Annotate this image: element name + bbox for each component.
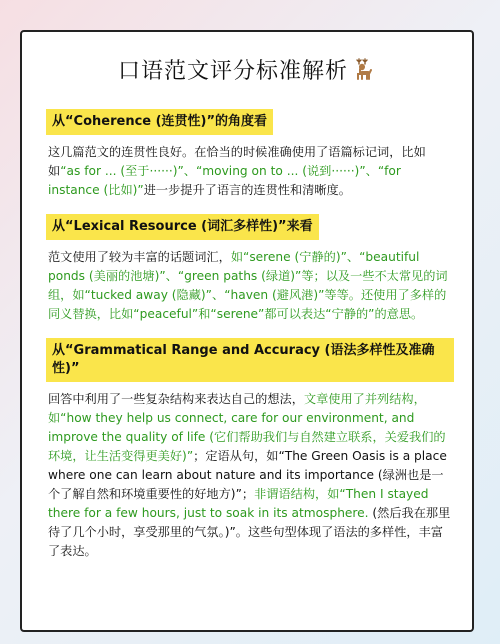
text-segment: 进一步提升了语言的连贯性和清晰度。 (143, 183, 351, 197)
deer-icon (350, 56, 376, 82)
text-segment-highlight: 如“serene (宁静的)”、“beautiful ponds (美丽的池塘)”、“green paths (绿道)”等；以及一些不太常见的词组，如“tucked away (隐藏)”、“haven (避风港)”等等。还使用了多样的同义替换，比如“peaceful”和“serene”都可以表达“宁静的”的意思。 (48, 250, 448, 321)
text-segment-highlight: 非谓语结构，如“Then I stayed there for a few hours, just to soak in its atmosphere. (48, 487, 429, 520)
text-segment-highlight: “as for ... (至于······)”、“moving on to ... (说到······)”、“for instance (比如)” (48, 164, 401, 197)
text-segment: ；定语从句，如“The Green Oasis is a place where one can learn about nature and its importance (绿洲也是一个了解自然和环境重要性的好地方)”； (48, 449, 447, 501)
text-segment: (然后我在那里待了几个小时，享受那里的气氛。)”。这些句型体现了语法的多样性，丰富了表达。 (48, 506, 451, 558)
text-segment: 范文使用了较为丰富的话题词汇， (48, 250, 231, 264)
text-segment: 回答中利用了一些复杂结构来表达自己的想法， (48, 392, 304, 406)
section-heading-lexical: 从“Lexical Resource (词汇多样性)”来看 (46, 214, 319, 240)
section-heading-coherence: 从“Coherence (连贯性)”的角度看 (46, 109, 273, 135)
section-coherence (40, 109, 454, 200)
content-card (20, 30, 474, 632)
section-text-grammar (48, 390, 454, 561)
section-lexical (40, 214, 454, 324)
text-segment-highlight: 文章使用了并列结构，如“how they help us connect, care for our environment, and improve the quality of life (它们帮助我们与自然建立联系，关爱我们的环境，让生活变得更美好)” (48, 392, 446, 463)
page-title (40, 32, 454, 85)
text-segment: 这几篇范文的连贯性良好。在恰当的时候准确使用了语篇标记词，比如如 (48, 145, 426, 178)
section-text-lexical (48, 248, 454, 324)
page-title-text: 口语范文评分标准解析 (117, 59, 348, 84)
section-grammar (40, 338, 454, 561)
section-heading-grammar: 从“Grammatical Range and Accuracy (语法多样性及准确性)” (46, 338, 454, 382)
section-text-coherence (48, 143, 454, 200)
